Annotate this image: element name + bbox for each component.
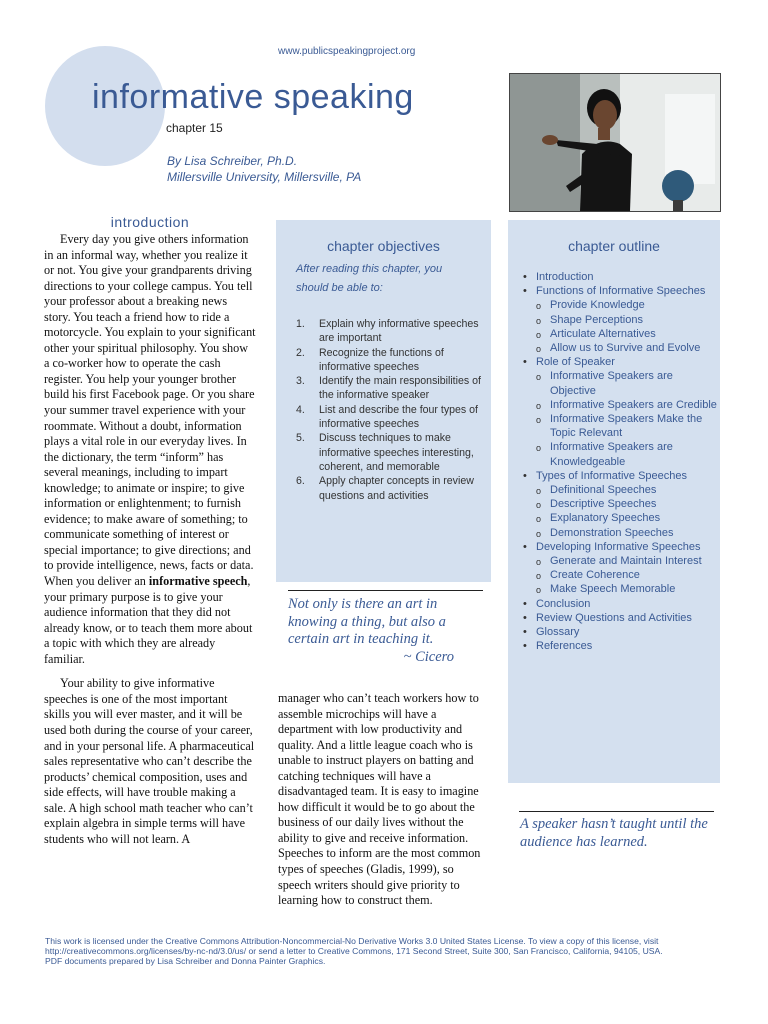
outline-item-label[interactable]: Types of Informative Speeches bbox=[536, 469, 688, 482]
intro-paragraph-2: Your ability to give informative speeches is one of the most important skills you will ever master, and it will be used both during the course of your career, and in your personal life. A pharmaceutical sales representative who can’t describe the products’ chemical composition, uses and side effects, will have trouble making a sale. A high school math teacher who can’t explain algebra in simple terms will have students who will not learn. A bbox=[44, 676, 255, 846]
quote-divider bbox=[288, 590, 483, 591]
objective-item bbox=[294, 403, 489, 432]
outline-item[interactable] bbox=[520, 625, 720, 639]
outline-subitem[interactable]: o Definitional Speeches bbox=[536, 483, 720, 497]
objective-item bbox=[294, 346, 489, 375]
outline-sublist bbox=[536, 369, 720, 468]
license-credit: PDF documents prepared by Lisa Schreiber and Donna Painter Graphics. bbox=[45, 956, 326, 966]
quote-attribution: ~ Cicero bbox=[403, 648, 454, 665]
outline-subitem[interactable]: o Articulate Alternatives bbox=[536, 327, 720, 341]
outline-list bbox=[520, 270, 720, 653]
objective-number: 3. bbox=[296, 375, 305, 388]
outline-subitem[interactable]: o Informative Speakers are Credible bbox=[536, 398, 720, 412]
objective-number: 4. bbox=[296, 403, 305, 416]
objective-text: Discuss techniques to make informative speeches interesting, coherent, and memorable bbox=[319, 432, 474, 473]
chapter-outline-box bbox=[508, 220, 720, 783]
outline-item[interactable] bbox=[520, 355, 720, 469]
outline-item-label[interactable]: Functions of Informative Speeches bbox=[536, 285, 706, 298]
objective-text: List and describe the four types of informative speeches bbox=[319, 403, 478, 431]
outline-item-label[interactable]: Glossary bbox=[536, 626, 580, 639]
objective-item bbox=[294, 317, 489, 346]
outline-item-label[interactable]: References bbox=[536, 640, 593, 653]
outline-subitem[interactable]: o Provide Knowledge bbox=[536, 298, 720, 312]
outline-item[interactable] bbox=[520, 270, 720, 284]
outline-item[interactable] bbox=[520, 611, 720, 625]
outline-subitem[interactable]: o Generate and Maintain Interest bbox=[536, 554, 720, 568]
objectives-heading: chapter objectives bbox=[327, 238, 440, 254]
teacher-illustration bbox=[510, 74, 720, 211]
objective-number: 2. bbox=[296, 346, 305, 359]
objective-item bbox=[294, 431, 489, 474]
objective-number: 1. bbox=[296, 318, 305, 330]
outline-item[interactable] bbox=[520, 540, 720, 597]
outline-subitem[interactable]: o Informative Speakers are Objective bbox=[536, 369, 720, 397]
outline-subitem[interactable]: o Informative Speakers are Knowledgeable bbox=[536, 440, 720, 468]
outline-sublist bbox=[536, 483, 720, 540]
outline-item-label[interactable]: Role of Speaker bbox=[536, 356, 615, 369]
outline-heading: chapter outline bbox=[568, 238, 660, 254]
license-link[interactable]: http://creativecommons.org/licenses/by-nc-nd/3.0/us/ or send a letter to Creative Commons, 171 Second Street, Suite 300, San Francisco, California, 94105, USA. bbox=[45, 946, 663, 956]
page-title: informative speaking bbox=[92, 78, 414, 116]
intro-p1-text-end: , your primary purpose is to give your audience information that they did not already know, or to teach them more about a topic with which they are already familiar. bbox=[44, 574, 253, 666]
author-affiliation: Millersville University, Millersville, PA bbox=[167, 170, 362, 184]
outline-item[interactable] bbox=[520, 639, 720, 653]
author-block bbox=[167, 153, 361, 185]
outline-item[interactable] bbox=[520, 597, 720, 611]
quote-text: Not only is there an art in knowing a thing, but also a certain art in teaching it. bbox=[288, 596, 446, 647]
teacher-photo bbox=[509, 73, 721, 212]
objectives-intro: After reading this chapter, you should be able to: bbox=[296, 263, 443, 294]
quote-divider bbox=[519, 811, 714, 812]
chapter-number: chapter 15 bbox=[166, 121, 223, 135]
outline-sublist bbox=[536, 298, 720, 355]
outline-item-label[interactable]: Developing Informative Speeches bbox=[536, 540, 701, 553]
objective-item bbox=[294, 374, 489, 403]
outline-subitem[interactable]: o Explanatory Speeches bbox=[536, 511, 720, 525]
objective-item bbox=[294, 474, 489, 503]
outline-item[interactable] bbox=[520, 469, 720, 540]
outline-item-label[interactable]: Review Questions and Activities bbox=[536, 611, 692, 624]
speaker-quote: A speaker hasn’t taught until the audience has learned. bbox=[520, 816, 708, 850]
introduction-heading: introduction bbox=[110, 214, 190, 230]
introduction-text bbox=[44, 232, 256, 847]
license-line: This work is licensed under the Creative Commons Attribution-Noncommercial-No Derivative Works 3.0 United States License. To view a copy of this license, visit bbox=[45, 936, 659, 946]
objectives-list bbox=[294, 317, 489, 503]
outline-item-label[interactable]: Introduction bbox=[536, 271, 594, 283]
outline-subitem[interactable]: o Create Coherence bbox=[536, 568, 720, 582]
outline-item[interactable] bbox=[520, 284, 720, 355]
objective-number: 5. bbox=[296, 432, 305, 445]
objective-text: Recognize the functions of informative speeches bbox=[319, 346, 444, 373]
key-term-informative-speech: informative speech bbox=[148, 574, 248, 589]
outline-subitem[interactable]: o Demonstration Speeches bbox=[536, 526, 720, 540]
cicero-quote bbox=[288, 596, 488, 666]
chapter-objectives-box bbox=[276, 220, 491, 582]
intro-p1-text: Every day you give others information in an informal way, whether you realize it or not. You give your grandparents driving directions to your college campus. You tell your professor about a breaking news story. You teach a friend how to ride a motorcycle. You explain to your significant other your spiritual philosophy. You show a co-worker how to operate the cash register. You help your younger brother build his first Facebook page. Or you share your summer travel experience with your roommate. Without a doubt, information plays a vital role in our everyday lives. In the dictionary, the term “inform” has several meanings, including to impart knowledge; to animate or inspire; to give information or enlightenment; to furnish evidence; to make aware of something; to communicate something of interest or special importance; to give directions; and to provide intelligence, news, facts or data. When you deliver an bbox=[44, 232, 256, 589]
outline-subitem[interactable]: o Allow us to Survive and Evolve bbox=[536, 341, 720, 355]
outline-subitem[interactable]: o Shape Perceptions bbox=[536, 313, 720, 327]
outline-subitem[interactable]: o Informative Speakers Make the Topic Relevant bbox=[536, 412, 720, 440]
objective-text: Apply chapter concepts in review questions and activities bbox=[319, 475, 474, 502]
intro-continuation: manager who can’t teach workers how to assemble microchips will have a department with low productivity and quality. And a little league coach who is unable to instruct players on batting and catching techniques will have a disadvantaged team. It is easy to imagine how difficult it would be to go about the business of our daily lives without the ability to give and receive information. Speeches to inform are the most common types of speeches (Gladis, 1999), so speech writers should give priority to learning how to construct them. bbox=[278, 691, 481, 908]
objective-number: 6. bbox=[296, 475, 305, 488]
objective-text: Explain why informative speeches are important bbox=[319, 318, 479, 345]
outline-subitem[interactable]: o Descriptive Speeches bbox=[536, 497, 720, 511]
outline-subitem[interactable]: o Make Speech Memorable bbox=[536, 582, 720, 596]
outline-item-label[interactable]: Conclusion bbox=[536, 597, 591, 610]
introduction-continued bbox=[278, 691, 488, 909]
author-name: By Lisa Schreiber, Ph.D. bbox=[167, 154, 298, 168]
intro-paragraph-1 bbox=[44, 232, 256, 667]
license-footer bbox=[45, 936, 735, 966]
outline-sublist bbox=[536, 554, 720, 597]
website-url[interactable]: www.publicspeakingproject.org bbox=[278, 46, 416, 57]
objective-text: Identify the main responsibilities of the informative speaker bbox=[319, 375, 481, 402]
